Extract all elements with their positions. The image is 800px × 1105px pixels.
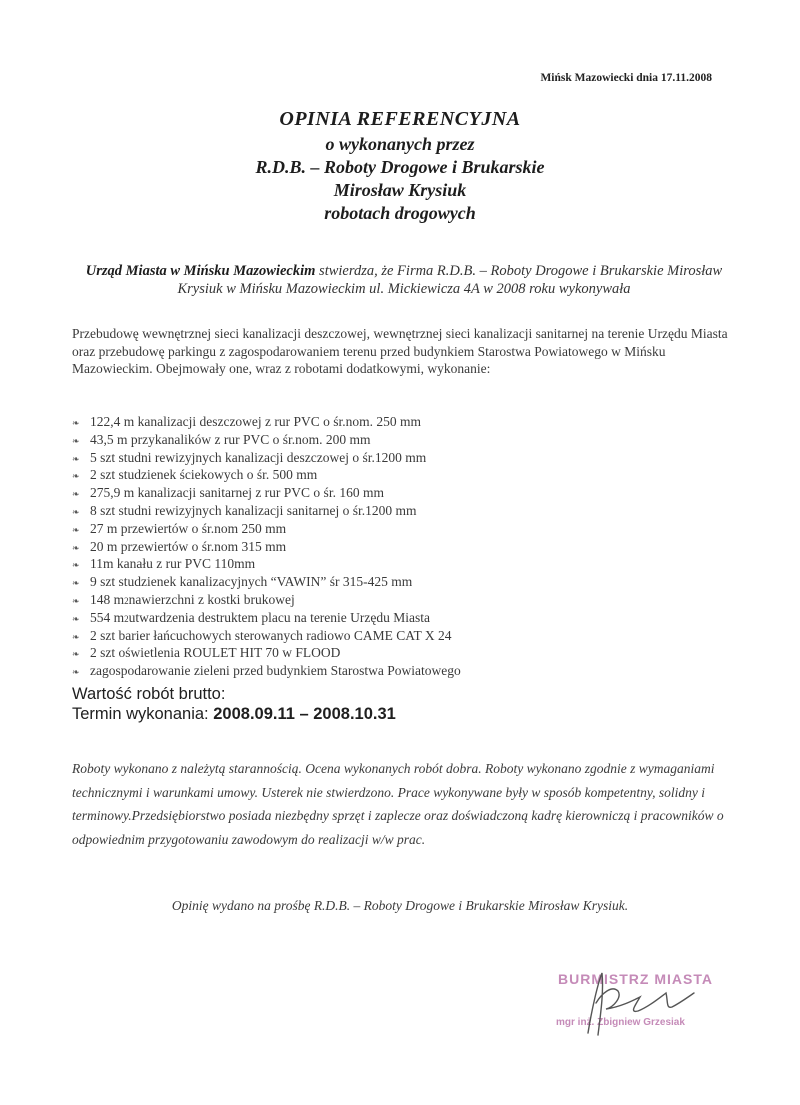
work-item bbox=[72, 485, 461, 503]
request-note: Opinię wydano na prośbę R.D.B. – Roboty Drogowe i Brukarskie Mirosław Krysiuk. bbox=[171, 898, 629, 913]
work-item-text-rest: nawierzchni z kostki brukowej bbox=[128, 591, 295, 607]
bullet-icon: ❧ bbox=[72, 418, 80, 428]
bullet-icon: ❧ bbox=[72, 578, 80, 589]
bullet-icon: ❧ bbox=[72, 649, 80, 660]
intro-paragraph bbox=[74, 262, 734, 298]
work-item-text: 554 m bbox=[90, 609, 125, 625]
work-item bbox=[72, 645, 461, 663]
bullet-icon: ❧ bbox=[72, 524, 80, 535]
work-item-text: 275,9 m kanalizacji sanitarnej z rur PVC o śr. 160 mm bbox=[90, 485, 384, 501]
work-item-text-rest: utwardzenia destruktem placu na terenie Urzędu Miasta bbox=[128, 609, 431, 625]
scope-description: Przebudowę wewnętrznej sieci kanalizacji deszczowej, wewnętrznej sieci kanalizacji sanitarnej na terenie Urzędu Miasta oraz przebudowę parkingu z zagospodarowaniem terenu przed budynkiem Starostwa Powiatowego w Mińsku Mazowieckim. Obejmowały one, wraz z robotami dodatkowymi, wykonanie: bbox=[72, 326, 728, 376]
work-item-text: 148 m bbox=[90, 591, 125, 607]
work-item bbox=[72, 521, 461, 539]
term-value: 2008.09.11 – 2008.10.31 bbox=[213, 705, 396, 723]
title-line: o wykonanych przez bbox=[325, 134, 475, 154]
work-item-text: 20 m przewiertów o śr.nom 315 mm bbox=[90, 538, 287, 554]
title-line: robotach drogowych bbox=[324, 203, 476, 223]
work-item bbox=[72, 592, 461, 610]
value-section bbox=[72, 684, 396, 724]
work-item bbox=[72, 414, 461, 432]
work-item-text: 27 m przewiertów o śr.nom 250 mm bbox=[90, 520, 287, 536]
work-item-text: 5 szt studni rewizyjnych kanalizacji deszczowej o śr.1200 mm bbox=[90, 449, 427, 465]
letter-title: OPINIA REFERENCYJNA bbox=[279, 108, 521, 130]
work-item-text: 11m kanału z rur PVC 110mm bbox=[90, 556, 256, 572]
bullet-icon: ❧ bbox=[72, 631, 80, 642]
mayor-stamp bbox=[540, 963, 740, 1043]
bullet-icon: ❧ bbox=[72, 489, 80, 500]
work-item-text: 2 szt barier łańcuchowych sterowanych radiowo CAME CAT X 24 bbox=[90, 627, 452, 643]
letter-date: Mińsk Mazowiecki dnia 17.11.2008 bbox=[540, 72, 712, 84]
work-item bbox=[72, 450, 461, 468]
letter-title-block bbox=[0, 107, 800, 225]
term-row bbox=[72, 704, 396, 724]
work-item-text: 2 szt studzienek ściekowych o śr. 500 mm bbox=[90, 467, 318, 483]
closing-paragraph: Roboty wykonano z należytą starannością. Ocena wykonanych robót dobra. Roboty wykonano zgodnie z wymaganiami technicznymi i warunkami umowy. Usterek nie stwierdzono. Prace wykonywane były w sposób kompetentny, solidny i terminowy.Przedsiębiorstwo posiada niezbędny sprzęt i zaplecze oraz doświadczoną kadrę kierowniczą i pracowników o odpowiednim przygotowaniu zawodowym do realizacji w/w prac. bbox=[72, 761, 724, 847]
work-item-text: 43,5 m przykanalików z rur PVC o śr.nom. 200 mm bbox=[90, 431, 371, 447]
issuer-name: Urząd Miasta w Mińsku Mazowieckim bbox=[85, 263, 316, 279]
title-line: R.D.B. – Roboty Drogowe i Brukarskie bbox=[255, 157, 545, 177]
work-item bbox=[72, 663, 461, 681]
bullet-icon: ❧ bbox=[72, 542, 80, 553]
work-item-text: 8 szt studni rewizyjnych kanalizacji sanitarnej o śr.1200 mm bbox=[90, 502, 417, 518]
stamp-name: mgr inż. Zbigniew Grzesiak bbox=[556, 1017, 685, 1028]
bullet-icon: ❧ bbox=[72, 667, 80, 678]
work-item-text: 9 szt studzienek kanalizacyjnych “VAWIN” śr 315-425 mm bbox=[90, 574, 413, 590]
bullet-icon: ❧ bbox=[72, 595, 80, 606]
work-item bbox=[72, 539, 461, 557]
gross-value-label: Wartość robót brutto: bbox=[72, 685, 226, 703]
work-item-text: 2 szt oświetlenia ROULET HIT 70 w FLOOD bbox=[90, 645, 341, 661]
title-line: Mirosław Krysiuk bbox=[333, 180, 467, 200]
unit-superscript: 2 bbox=[124, 613, 129, 624]
work-item bbox=[72, 432, 461, 450]
work-item bbox=[72, 574, 461, 592]
work-item bbox=[72, 610, 461, 628]
bullet-icon: ❧ bbox=[72, 560, 80, 571]
work-item bbox=[72, 628, 461, 646]
work-item-text: zagospodarowanie zieleni przed budynkiem Starostwa Powiatowego bbox=[90, 663, 461, 679]
bullet-icon: ❧ bbox=[72, 506, 80, 517]
signature-mark bbox=[540, 963, 740, 1043]
term-label: Termin wykonania: bbox=[72, 705, 214, 723]
work-item-text: 122,4 m kanalizacji deszczowej z rur PVC o śr.nom. 250 mm bbox=[90, 414, 422, 429]
work-item bbox=[72, 556, 461, 574]
work-item bbox=[72, 467, 461, 485]
bullet-icon: ❧ bbox=[72, 471, 80, 482]
bullet-icon: ❧ bbox=[72, 613, 80, 624]
intro-text: stwierdza, że Firma R.D.B. – Roboty Drogowe i Brukarskie Mirosław Krysiuk w Mińsku Mazowieckim ul. Mickiewicza 4A w 2008 roku wykonywała bbox=[177, 263, 723, 297]
work-items-list bbox=[72, 414, 461, 681]
bullet-icon: ❧ bbox=[72, 435, 80, 446]
work-item bbox=[72, 503, 461, 521]
bullet-icon: ❧ bbox=[72, 453, 80, 464]
stamp-title: BURMISTRZ MIASTA bbox=[558, 971, 713, 987]
unit-superscript: 2 bbox=[124, 595, 129, 606]
